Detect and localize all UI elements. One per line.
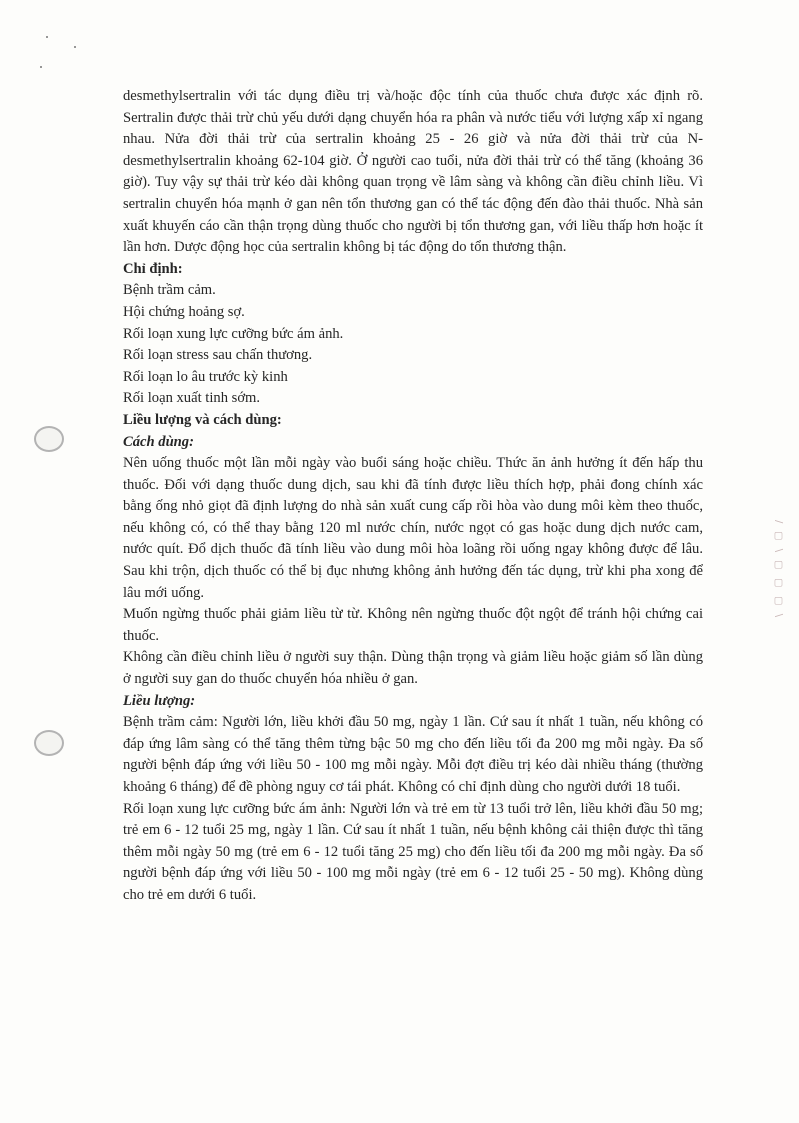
punch-hole-bottom bbox=[34, 730, 64, 756]
heading-indications: Chỉ định: bbox=[123, 260, 183, 277]
document-body bbox=[123, 86, 703, 907]
paragraph-depression-dosage: Bệnh trầm cảm: Người lớn, liều khởi đầu 50 mg, ngày 1 lần. Cứ sau ít nhất 1 tuần, nếu không có đáp ứng lâm sàng có thể tăng thêm từng bậc 50 mg cho đến liều tối đa 200 mg mỗi ngày. Đa số người bệnh đáp ứng với liều 50 - 100 mg mỗi ngày. Mỗi đợt điều trị kéo dài nhiều tháng (thường khoảng 6 tháng) để đề phòng nguy cơ tái phát. Không có chỉ định dùng cho người dưới 18 tuổi. bbox=[123, 714, 703, 795]
paragraph-renal-hepatic: Không cần điều chỉnh liều ở người suy thận. Dùng thận trọng và giảm liều hoặc giảm số lần dùng ở người suy gan do thuốc chuyển hóa nhiều ở gan. bbox=[123, 649, 703, 688]
subheading-administration: Cách dùng: bbox=[123, 433, 194, 450]
heading-dosage-administration: Liều lượng và cách dùng: bbox=[123, 411, 282, 428]
indication-item: Hội chứng hoảng sợ. bbox=[123, 303, 245, 320]
scan-speck bbox=[40, 66, 42, 68]
indication-item: Rối loạn xung lực cưỡng bức ám ảnh. bbox=[123, 325, 344, 342]
paragraph-discontinuation: Muốn ngừng thuốc phải giảm liều từ từ. Không nên ngừng thuốc đột ngột để tránh hội chứng cai thuốc. bbox=[123, 606, 703, 644]
paragraph-administration: Nên uống thuốc một lần mỗi ngày vào buổi sáng hoặc chiều. Thức ăn ảnh hưởng ít đến hấp thu thuốc. Đối với dạng thuốc dung dịch, sau khi đã tính được liều thích hợp, phải đong chính xác bằng ống nhỏ giọt đã định lượng do nhà sản xuất cung cấp rồi hòa vào dung môi kèm theo thuốc, nếu không có, có thể thay bằng 120 ml nước chín, nước ngọt có gas hoặc dung dịch nước cam, nước quít. Đổ dịch thuốc đã tính liều vào dung môi hòa loãng rồi uống ngay không được để lâu. Sau khi trộn, dịch thuốc có thể bị đục nhưng không ảnh hưởng đến tác dụng, trừ khi pha xong để lâu mới uống. bbox=[123, 455, 703, 601]
indication-item: Rối loạn stress sau chấn thương. bbox=[123, 347, 313, 364]
stamp-edge-mark: / ▢ \ ▢ ▢ ▢ \ bbox=[773, 520, 784, 620]
punch-hole-top bbox=[34, 426, 64, 452]
scan-speck bbox=[46, 36, 48, 38]
subheading-dosage: Liều lượng: bbox=[123, 692, 196, 709]
scan-speck bbox=[74, 46, 76, 48]
paragraph-elimination: desmethylsertralin với tác dụng điều trị và/hoặc độc tính của thuốc chưa được xác định rõ. Sertralin được thải trừ chủ yếu dưới dạng chuyển hóa ra phân và nước tiểu với lượng xấp xỉ ngang nhau. Nửa đời thải trừ của sertralin khoảng 25 - 26 giờ và nửa đời thải trừ của N-desmethylsertralin khoảng 62-104 giờ. Ở người cao tuổi, nửa đời thải trừ có thể tăng (khoảng 36 giờ). Tuy vậy sự thải trừ kéo dài không quan trọng về lâm sàng và không cần điều chỉnh liều. Vì sertralin chuyển hóa mạnh ở gan nên tổn thương gan có thể tác động đến đào thải thuốc. Nhà sản xuất khuyến cáo cần thận trọng dùng thuốc cho người bị tổn thương gan, với liều thấp hơn hoặc ít lần hơn. Dược động học của sertralin không bị tác động do tổn thương thận. bbox=[123, 88, 703, 256]
indication-item: Bệnh trầm cảm. bbox=[123, 282, 216, 299]
indication-item: Rối loạn xuất tinh sớm. bbox=[123, 390, 261, 407]
paragraph-ocd-dosage: Rối loạn xung lực cưỡng bức ám ảnh: Người lớn và trẻ em từ 13 tuổi trở lên, liều khởi đầu 50 mg; trẻ em 6 - 12 tuổi 25 mg, ngày 1 lần. Cứ sau ít nhất 1 tuần, nếu bệnh không cải thiện được thì tăng thêm mỗi ngày 50 mg (trẻ em 6 - 12 tuổi tăng 25 mg) cho đến liều tối đa 200 mg mỗi ngày. Đa số người bệnh đáp ứng với liều 50 - 100 mg mỗi ngày (trẻ em 6 - 12 tuổi 25 - 50 mg). Không dùng cho trẻ em dưới 6 tuổi. bbox=[123, 800, 703, 903]
indication-item: Rối loạn lo âu trước kỳ kinh bbox=[123, 368, 288, 385]
